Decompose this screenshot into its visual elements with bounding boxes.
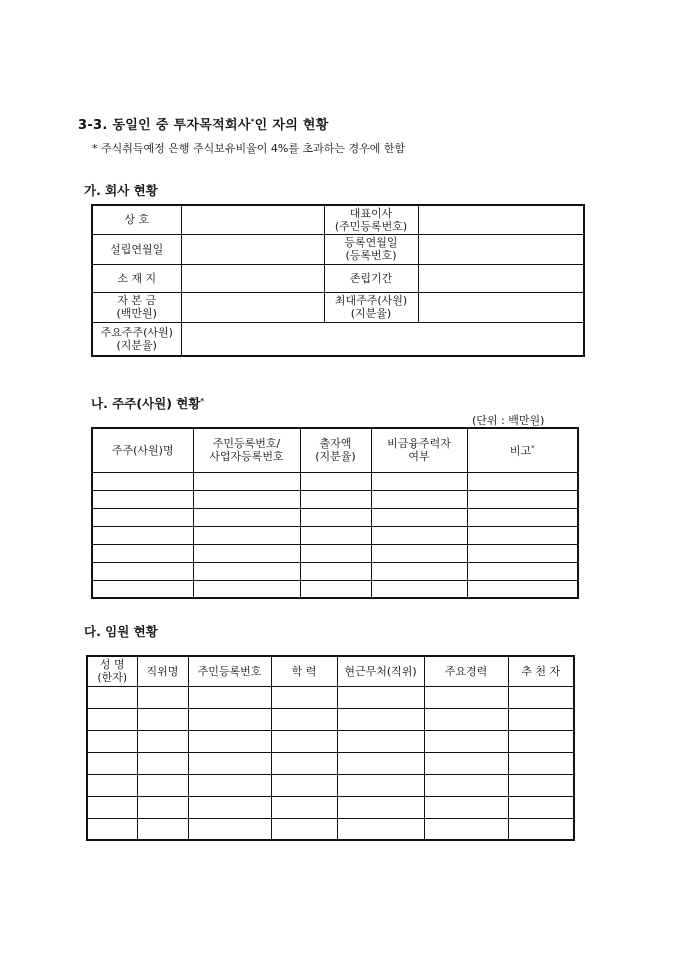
section-title-suffix: 인 자의 현황 xyxy=(254,118,329,133)
table-cell[interactable] xyxy=(188,752,271,774)
table-cell[interactable] xyxy=(193,562,300,580)
table-cell[interactable] xyxy=(337,796,424,818)
section-title xyxy=(78,114,329,133)
label-ceo: 대표이사 (주민등록번호) xyxy=(324,205,418,234)
section-title-prefix: 3-3. 동일인 중 투자목적회사 xyxy=(78,118,251,133)
table-cell[interactable] xyxy=(337,774,424,796)
value-cell[interactable] xyxy=(418,234,584,264)
table-cell[interactable] xyxy=(508,818,574,840)
header-education: 학 력 xyxy=(271,656,337,686)
table-cell[interactable] xyxy=(300,544,371,562)
table-cell[interactable] xyxy=(337,818,424,840)
header-non-financial: 비금융주력자 여부 xyxy=(371,428,467,472)
table-cell[interactable] xyxy=(271,686,337,708)
table-row xyxy=(87,686,574,708)
table-cell[interactable] xyxy=(508,686,574,708)
table-cell[interactable] xyxy=(188,796,271,818)
header-career: 주요경력 xyxy=(424,656,508,686)
table-cell[interactable] xyxy=(193,508,300,526)
table-cell[interactable] xyxy=(188,818,271,840)
table-row xyxy=(87,752,574,774)
company-row xyxy=(92,264,584,292)
table-row xyxy=(92,562,578,580)
table-cell[interactable] xyxy=(467,580,578,598)
table-cell[interactable] xyxy=(371,526,467,544)
table-cell[interactable] xyxy=(87,730,137,752)
value-cell[interactable] xyxy=(181,205,324,234)
label-major-shareholders: 주요주주(사원) (지분율) xyxy=(92,322,181,356)
label-founded: 설립연월일 xyxy=(92,234,181,264)
table-row xyxy=(87,774,574,796)
table-cell[interactable] xyxy=(467,562,578,580)
table-cell[interactable] xyxy=(137,708,188,730)
table-cell[interactable] xyxy=(467,472,578,490)
table-cell[interactable] xyxy=(92,490,193,508)
table-cell[interactable] xyxy=(508,796,574,818)
table-cell[interactable] xyxy=(137,774,188,796)
table-cell[interactable] xyxy=(137,686,188,708)
header-recommender: 추 천 자 xyxy=(508,656,574,686)
header-position: 직위명 xyxy=(137,656,188,686)
table-cell[interactable] xyxy=(467,490,578,508)
table-cell[interactable] xyxy=(188,686,271,708)
table-cell[interactable] xyxy=(467,526,578,544)
table-row xyxy=(92,580,578,598)
table-cell[interactable] xyxy=(92,580,193,598)
table-cell[interactable] xyxy=(188,708,271,730)
label-registered: 등록연월일 (등록번호) xyxy=(324,234,418,264)
shareholders-heading-mark: * xyxy=(200,396,205,405)
table-cell[interactable] xyxy=(424,796,508,818)
table-cell[interactable] xyxy=(371,544,467,562)
table-cell[interactable] xyxy=(92,544,193,562)
table-cell[interactable] xyxy=(337,708,424,730)
shareholders-table xyxy=(91,427,579,599)
header-registration-number: 주민등록번호/ 사업자등록번호 xyxy=(193,428,300,472)
table-cell[interactable] xyxy=(300,580,371,598)
table-cell[interactable] xyxy=(371,580,467,598)
officers-heading: 다. 임원 현황 xyxy=(84,624,158,639)
table-row xyxy=(87,818,574,840)
company-row xyxy=(92,322,584,356)
table-cell[interactable] xyxy=(271,730,337,752)
table-cell[interactable] xyxy=(87,818,137,840)
header-registration-number: 주민등록번호 xyxy=(188,656,271,686)
table-cell[interactable] xyxy=(424,708,508,730)
table-cell[interactable] xyxy=(371,472,467,490)
table-cell[interactable] xyxy=(193,526,300,544)
header-name: 성 명 (한자) xyxy=(87,656,137,686)
table-cell[interactable] xyxy=(92,526,193,544)
table-cell[interactable] xyxy=(188,774,271,796)
table-cell[interactable] xyxy=(371,508,467,526)
table-cell[interactable] xyxy=(508,774,574,796)
table-row xyxy=(87,708,574,730)
table-cell[interactable] xyxy=(337,752,424,774)
table-cell[interactable] xyxy=(271,774,337,796)
table-cell[interactable] xyxy=(300,472,371,490)
header-remarks: 비고* xyxy=(467,428,578,472)
table-cell[interactable] xyxy=(87,752,137,774)
shareholders-heading xyxy=(91,394,204,412)
table-cell[interactable] xyxy=(188,730,271,752)
table-cell[interactable] xyxy=(300,562,371,580)
table-cell[interactable] xyxy=(87,774,137,796)
table-cell[interactable] xyxy=(424,774,508,796)
table-cell[interactable] xyxy=(424,730,508,752)
table-row xyxy=(87,796,574,818)
table-row xyxy=(87,730,574,752)
table-cell[interactable] xyxy=(467,544,578,562)
value-cell[interactable] xyxy=(418,292,584,322)
shareholders-header-row xyxy=(92,428,578,472)
company-row xyxy=(92,234,584,264)
table-cell[interactable] xyxy=(193,490,300,508)
value-cell[interactable] xyxy=(418,264,584,292)
unit-label: (단위 : 백만원) xyxy=(472,414,545,427)
table-cell[interactable] xyxy=(92,508,193,526)
value-cell[interactable] xyxy=(418,205,584,234)
table-cell[interactable] xyxy=(300,490,371,508)
value-cell[interactable] xyxy=(181,264,324,292)
table-cell[interactable] xyxy=(87,796,137,818)
table-row xyxy=(92,508,578,526)
table-cell[interactable] xyxy=(300,526,371,544)
table-cell[interactable] xyxy=(137,752,188,774)
table-cell[interactable] xyxy=(337,686,424,708)
table-cell[interactable] xyxy=(137,796,188,818)
company-row xyxy=(92,292,584,322)
table-row xyxy=(92,490,578,508)
table-cell[interactable] xyxy=(337,730,424,752)
header-workplace: 현근무처(직위) xyxy=(337,656,424,686)
table-cell[interactable] xyxy=(424,752,508,774)
table-cell[interactable] xyxy=(371,490,467,508)
table-cell[interactable] xyxy=(508,730,574,752)
shareholders-heading-text: 나. 주주(사원) 현황 xyxy=(91,396,201,411)
table-cell[interactable] xyxy=(467,508,578,526)
table-cell[interactable] xyxy=(271,818,337,840)
company-row xyxy=(92,205,584,234)
officers-table xyxy=(86,655,575,841)
table-cell[interactable] xyxy=(193,544,300,562)
table-cell[interactable] xyxy=(371,562,467,580)
value-cell[interactable] xyxy=(181,234,324,264)
table-row xyxy=(92,472,578,490)
table-cell[interactable] xyxy=(271,752,337,774)
table-cell[interactable] xyxy=(424,818,508,840)
value-cell[interactable] xyxy=(181,292,324,322)
company-heading: 가. 회사 현황 xyxy=(84,183,158,198)
table-row xyxy=(92,544,578,562)
label-duration: 존립기간 xyxy=(324,264,418,292)
table-cell[interactable] xyxy=(87,708,137,730)
value-cell[interactable] xyxy=(181,322,584,356)
table-cell[interactable] xyxy=(87,686,137,708)
table-cell[interactable] xyxy=(137,818,188,840)
header-investment: 출자액 (지분율) xyxy=(300,428,371,472)
table-cell[interactable] xyxy=(92,562,193,580)
table-cell[interactable] xyxy=(300,508,371,526)
section-title-mark: * xyxy=(250,117,255,126)
table-row xyxy=(92,526,578,544)
label-address: 소 재 지 xyxy=(92,264,181,292)
table-cell[interactable] xyxy=(92,472,193,490)
table-cell[interactable] xyxy=(271,708,337,730)
company-table xyxy=(91,204,585,357)
label-company-name: 상 호 xyxy=(92,205,181,234)
label-largest-shareholder: 최대주주(사원) (지분율) xyxy=(324,292,418,322)
section-note: * 주식취득예정 은행 주식보유비율이 4%를 초과하는 경우에 한함 xyxy=(92,142,406,155)
table-cell[interactable] xyxy=(508,708,574,730)
table-cell[interactable] xyxy=(424,686,508,708)
table-cell[interactable] xyxy=(193,472,300,490)
table-cell[interactable] xyxy=(137,730,188,752)
table-cell[interactable] xyxy=(193,580,300,598)
officers-header-row xyxy=(87,656,574,686)
table-cell[interactable] xyxy=(508,752,574,774)
label-capital: 자 본 금 (백만원) xyxy=(92,292,181,322)
table-cell[interactable] xyxy=(271,796,337,818)
header-shareholder-name: 주주(사원)명 xyxy=(92,428,193,472)
